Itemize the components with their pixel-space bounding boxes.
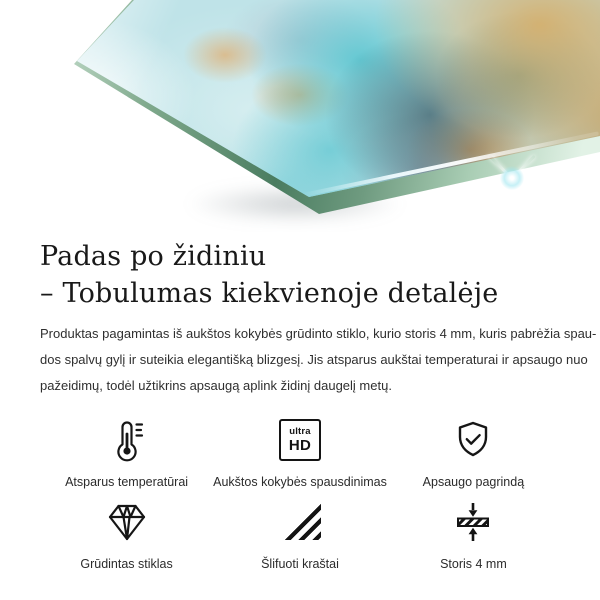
feature-label: Šlifuoti kraštai <box>261 557 339 571</box>
ultra-hd-icon-text-top: ultra <box>289 426 311 438</box>
description-line: pažeidimų, todėl užtikrins apsaugą aplink židinį daugelį metų. <box>40 378 392 393</box>
shield-check-icon <box>449 414 497 466</box>
feature-tempered-glass <box>40 496 213 571</box>
feature-label: Atsparus temperatūrai <box>65 475 189 489</box>
product-photo <box>0 0 600 232</box>
description-line: Produktas pagamintas iš aukštos kokybės grūdinto stiklo, kurio storis 4 mm, kuris pabrėžia spau- <box>40 326 597 341</box>
feature-polished-edges <box>213 496 387 571</box>
feature-print-quality <box>213 414 387 489</box>
product-info-section <box>0 232 600 571</box>
ultra-hd-icon-text-bottom: HD <box>288 436 312 454</box>
sparkle-flare-icon <box>480 146 544 210</box>
feature-label: Storis 4 mm <box>440 557 507 571</box>
polished-edges-icon <box>279 496 321 548</box>
feature-thickness <box>387 496 560 571</box>
product-description <box>40 321 597 399</box>
page-title <box>40 238 560 312</box>
diamond-icon <box>103 496 151 548</box>
ultra-hd-icon <box>279 414 321 466</box>
feature-heat-resistant <box>40 414 213 489</box>
thermometer-icon <box>103 414 151 466</box>
thickness-icon <box>449 496 497 548</box>
feature-label: Apsaugo pagrindą <box>422 475 525 489</box>
features-grid <box>40 414 560 571</box>
feature-label: Aukštos kokybės spausdinimas <box>213 475 387 489</box>
page-title-line2: – Tobulumas kiekvienoje detalėje <box>40 278 499 309</box>
description-line: dos spalvų gylį ir suteikia elegantišką blizgesį. Jis atsparus aukštai temperaturai ir apsaugo nuo <box>40 352 588 367</box>
feature-protects-base <box>387 414 560 489</box>
page-title-line1: Padas po židiniu <box>40 241 267 272</box>
feature-label: Grūdintas stiklas <box>80 557 173 571</box>
